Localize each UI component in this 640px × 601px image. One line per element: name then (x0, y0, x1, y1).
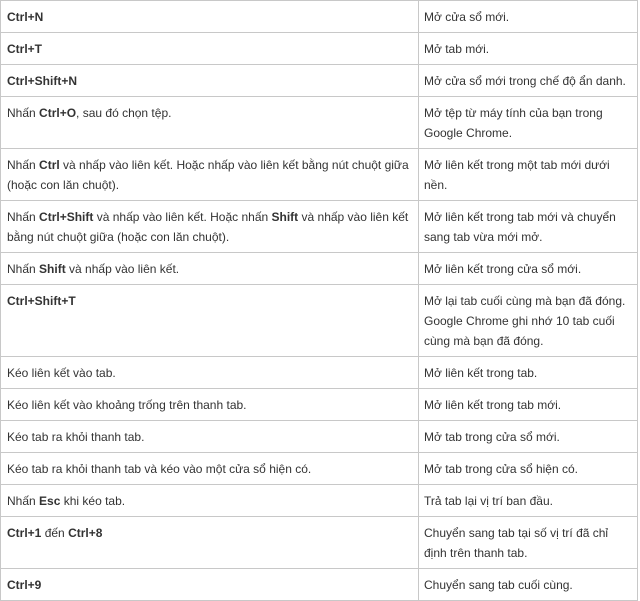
shortcuts-table-body (1, 1, 638, 601)
table-row (1, 65, 638, 97)
shortcut-text: Nhấn (7, 210, 40, 224)
shortcut-cell (1, 65, 419, 97)
shortcut-cell (1, 33, 419, 65)
description-cell (419, 1, 638, 33)
description-text: Mở lại tab cuối cùng mà bạn đã đóng. Google Chrome ghi nhớ 10 tab cuối cùng mà bạn đã đóng. (424, 294, 626, 348)
description-text: Chuyển sang tab tại số vị trí đã chỉ định trên thanh tab. (424, 526, 609, 560)
description-cell (419, 569, 638, 601)
shortcut-cell (1, 453, 419, 485)
description-text: Mở liên kết trong một tab mới dưới nền. (424, 158, 610, 192)
description-cell (419, 33, 638, 65)
shortcut-cell (1, 201, 419, 253)
description-text: Mở cửa sổ mới. (424, 10, 510, 24)
shortcut-text: Kéo liên kết vào khoảng trống trên thanh tab. (7, 398, 247, 412)
description-cell (419, 285, 638, 357)
shortcut-text: Nhấn (7, 262, 40, 276)
shortcut-text: đến (41, 526, 69, 540)
shortcut-cell (1, 285, 419, 357)
shortcut-key: Ctrl+T (7, 42, 43, 56)
description-cell (419, 389, 638, 421)
table-row (1, 33, 638, 65)
description-cell (419, 357, 638, 389)
shortcut-key: Ctrl+9 (7, 578, 42, 592)
shortcut-cell (1, 97, 419, 149)
table-row (1, 485, 638, 517)
shortcut-text: Kéo tab ra khỏi thanh tab và kéo vào một cửa sổ hiện có. (7, 462, 312, 476)
description-cell (419, 517, 638, 569)
description-cell (419, 149, 638, 201)
shortcut-key: Ctrl+Shift (39, 210, 94, 224)
shortcut-cell (1, 485, 419, 517)
description-cell (419, 97, 638, 149)
shortcut-text: , sau đó chọn tệp. (76, 106, 172, 120)
description-text: Trả tab lại vị trí ban đầu. (424, 494, 553, 508)
description-text: Mở tệp từ máy tính của bạn trong Google Chrome. (424, 106, 603, 140)
shortcut-cell (1, 149, 419, 201)
shortcut-key: Esc (39, 494, 61, 508)
table-row (1, 421, 638, 453)
description-cell (419, 421, 638, 453)
shortcut-key: Ctrl+N (7, 10, 44, 24)
shortcut-text: Nhấn (7, 158, 40, 172)
shortcut-text: Nhấn (7, 106, 40, 120)
shortcut-cell (1, 421, 419, 453)
shortcut-text: Kéo tab ra khỏi thanh tab. (7, 430, 145, 444)
description-cell (419, 485, 638, 517)
shortcut-key: Ctrl+8 (68, 526, 103, 540)
shortcut-cell (1, 253, 419, 285)
shortcut-cell (1, 569, 419, 601)
description-text: Mở liên kết trong tab. (424, 366, 538, 380)
description-cell (419, 453, 638, 485)
shortcut-key: Ctrl+Shift+T (7, 294, 76, 308)
table-row (1, 149, 638, 201)
shortcut-text: khi kéo tab. (60, 494, 126, 508)
shortcut-text: và nhấp vào liên kết. Hoặc nhấp vào liên kết bằng nút chuột giữa (hoặc con lăn chuột). (7, 158, 409, 192)
shortcut-key: Ctrl (39, 158, 60, 172)
shortcut-cell (1, 1, 419, 33)
description-text: Chuyển sang tab cuối cùng. (424, 578, 573, 592)
shortcut-text: và nhấp vào liên kết. (65, 262, 180, 276)
shortcut-text: Kéo liên kết vào tab. (7, 366, 116, 380)
shortcut-key: Ctrl+1 (7, 526, 42, 540)
shortcut-text: và nhấp vào liên kết. Hoặc nhấn (93, 210, 272, 224)
table-row (1, 569, 638, 601)
table-row (1, 285, 638, 357)
description-text: Mở liên kết trong tab mới và chuyển sang tab vừa mới mở. (424, 210, 616, 244)
shortcut-cell (1, 389, 419, 421)
description-text: Mở tab trong cửa sổ mới. (424, 430, 560, 444)
table-row (1, 357, 638, 389)
shortcut-key: Shift (39, 262, 66, 276)
table-row (1, 389, 638, 421)
shortcut-cell (1, 357, 419, 389)
table-row (1, 453, 638, 485)
shortcut-cell (1, 517, 419, 569)
table-row (1, 97, 638, 149)
description-text: Mở liên kết trong cửa sổ mới. (424, 262, 582, 276)
description-cell (419, 253, 638, 285)
shortcut-key: Ctrl+O (39, 106, 77, 120)
description-cell (419, 201, 638, 253)
shortcut-text: Nhấn (7, 494, 40, 508)
description-text: Mở tab trong cửa sổ hiện có. (424, 462, 578, 476)
shortcut-key: Shift (271, 210, 299, 224)
shortcut-key: Ctrl+Shift+N (7, 74, 78, 88)
table-row (1, 517, 638, 569)
table-row (1, 253, 638, 285)
shortcut-text: và nhấp vào liên kết bằng nút chuột giữa (hoặc con lăn chuột). (7, 210, 409, 244)
description-text: Mở liên kết trong tab mới. (424, 398, 562, 412)
table-row (1, 1, 638, 33)
description-text: Mở cửa sổ mới trong chế độ ẩn danh. (424, 74, 626, 88)
description-text: Mở tab mới. (424, 42, 490, 56)
description-cell (419, 65, 638, 97)
table-row (1, 201, 638, 253)
